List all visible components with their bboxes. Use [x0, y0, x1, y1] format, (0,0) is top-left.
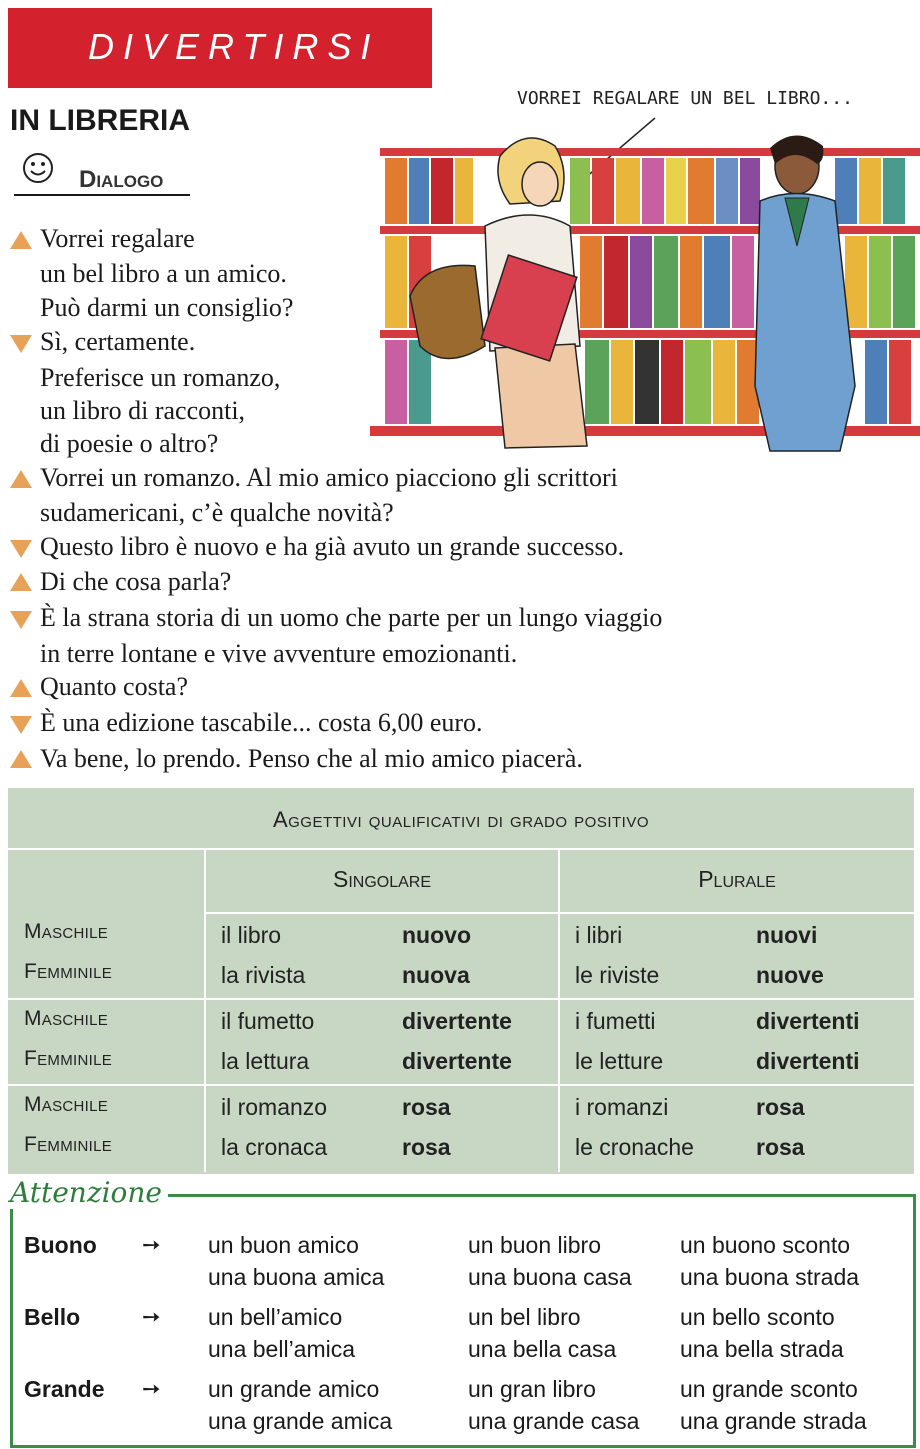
example-text: un bel libro — [468, 1304, 581, 1330]
arrow-icon: ➙ — [142, 1304, 161, 1329]
table-cell-adjective: rosa — [756, 1134, 805, 1160]
dialogue-line: Quanto costa? — [40, 672, 189, 701]
gender-label: Femminile — [24, 1047, 113, 1070]
section-banner — [8, 8, 432, 88]
example-text: una bella strada — [680, 1336, 844, 1362]
example-text: una bell’amica — [208, 1336, 356, 1362]
gender-label: Femminile — [24, 1133, 113, 1156]
dialogue-line: È una edizione tascabile... costa 6,00 euro. — [40, 708, 483, 737]
table-cell: la rivista — [221, 962, 306, 988]
table-cell-adjective: divertenti — [756, 1048, 860, 1074]
table-cell-adjective: nuovo — [402, 922, 471, 948]
table-cell: la cronaca — [221, 1134, 328, 1160]
dialogue-line: Va bene, lo prendo. Penso che al mio amico piacerà. — [40, 744, 583, 773]
example-text: una bella casa — [468, 1336, 617, 1362]
table-cell-adjective: rosa — [402, 1094, 451, 1120]
dialogue-line: Preferisce un romanzo, — [40, 363, 281, 392]
example-text: un grande amico — [208, 1376, 380, 1402]
dialogue-line: in terre lontane e vive avventure emozionanti. — [40, 639, 518, 668]
divider — [558, 850, 560, 1172]
table-cell: i libri — [575, 922, 623, 948]
attenzione-word: Grande — [24, 1376, 105, 1402]
gender-label: Maschile — [24, 920, 109, 943]
gender-label: Maschile — [24, 1007, 109, 1030]
speaker-a-marker — [10, 750, 32, 768]
example-text: una buona amica — [208, 1264, 385, 1290]
speaker-a-marker — [10, 679, 32, 697]
smiley-icon — [22, 152, 54, 184]
table-cell-adjective: nuove — [756, 962, 824, 988]
speaker-a-marker — [10, 573, 32, 591]
speaker-b-marker — [10, 540, 32, 558]
example-text: un bello sconto — [680, 1304, 835, 1330]
example-text: un buon libro — [468, 1232, 601, 1258]
example-text: una grande casa — [468, 1408, 640, 1434]
example-text: un buono sconto — [680, 1232, 851, 1258]
table-cell-adjective: divertenti — [756, 1008, 860, 1034]
example-text: un grande sconto — [680, 1376, 858, 1402]
dialogue-line: Può darmi un consiglio? — [40, 293, 294, 322]
speaker-a-marker — [10, 470, 32, 488]
table-cell-adjective: divertente — [402, 1008, 512, 1034]
table-cell-adjective: rosa — [756, 1094, 805, 1120]
table-cell-adjective: nuova — [402, 962, 470, 988]
table-cell: il romanzo — [221, 1094, 328, 1120]
dialogue-line: Di che cosa parla? — [40, 567, 232, 596]
dialogue-line: un bel libro a un amico. — [40, 259, 287, 288]
gender-label: Femminile — [24, 960, 113, 983]
speaker-b-marker — [10, 716, 32, 734]
table-cell: le letture — [575, 1048, 664, 1074]
dialogue-line: È la strana storia di un uomo che parte per un lungo viaggio — [40, 603, 663, 632]
dialogue-line: Sì, certamente. — [40, 327, 196, 356]
divider — [204, 912, 914, 914]
example-text: una grande amica — [208, 1408, 393, 1434]
divider — [8, 1084, 914, 1086]
divider — [204, 850, 206, 1172]
dialogue-line: un libro di racconti, — [40, 396, 246, 425]
table-cell: le cronache — [575, 1134, 694, 1160]
table-cell-adjective: rosa — [402, 1134, 451, 1160]
table-cell-adjective: nuovi — [756, 922, 818, 948]
grammar-table — [8, 788, 914, 1174]
example-text: una buona strada — [680, 1264, 860, 1290]
example-text: una buona casa — [468, 1264, 632, 1290]
example-text: un gran libro — [468, 1376, 596, 1402]
dialogue-line: di poesie o altro? — [40, 429, 219, 458]
table-title: Aggettivi qualificativi di grado positivo — [8, 788, 914, 850]
dialogue-line: Vorrei regalare — [40, 224, 195, 253]
example-text: un buon amico — [208, 1232, 359, 1258]
table-cell: il libro — [221, 922, 282, 948]
table-cell: i fumetti — [575, 1008, 656, 1034]
table-cell: le riviste — [575, 962, 660, 988]
arrow-icon: ➙ — [142, 1376, 161, 1401]
table-cell: la lettura — [221, 1048, 310, 1074]
dialogo-label: Dialogo — [79, 166, 164, 193]
column-header-singolare: Singolare — [332, 866, 432, 892]
table-cell: i romanzi — [575, 1094, 669, 1120]
arrow-icon: ➙ — [142, 1232, 161, 1257]
dialogue-line: Vorrei un romanzo. Al mio amico piacciono gli scrittori — [40, 463, 618, 492]
table-cell-adjective: divertente — [402, 1048, 512, 1074]
speaker-b-marker — [10, 611, 32, 629]
dialogo-header — [14, 150, 190, 196]
dialogue-line: Questo libro è nuovo e ha già avuto un grande successo. — [40, 532, 625, 561]
gender-label: Maschile — [24, 1093, 109, 1116]
table-cell: il fumetto — [221, 1008, 315, 1034]
attenzione-title: Attenzione — [8, 1176, 168, 1209]
speaker-a-marker — [10, 231, 32, 249]
divider — [8, 998, 914, 1000]
bookstore-illustration — [365, 86, 920, 456]
example-text: un bell’amico — [208, 1304, 343, 1330]
column-header-plurale: Plurale — [698, 866, 776, 892]
banner-title: DIVERTIRSI — [88, 26, 380, 67]
section-title: IN LIBRERIA — [10, 104, 190, 137]
speech-text: VORREI REGALARE UN BEL LIBRO... — [517, 88, 853, 109]
dialogue-line: sudamericani, c’è qualche novità? — [40, 498, 394, 527]
attenzione-word: Bello — [24, 1304, 81, 1330]
attenzione-word: Buono — [24, 1232, 97, 1258]
speaker-b-marker — [10, 335, 32, 353]
example-text: una grande strada — [680, 1408, 867, 1434]
